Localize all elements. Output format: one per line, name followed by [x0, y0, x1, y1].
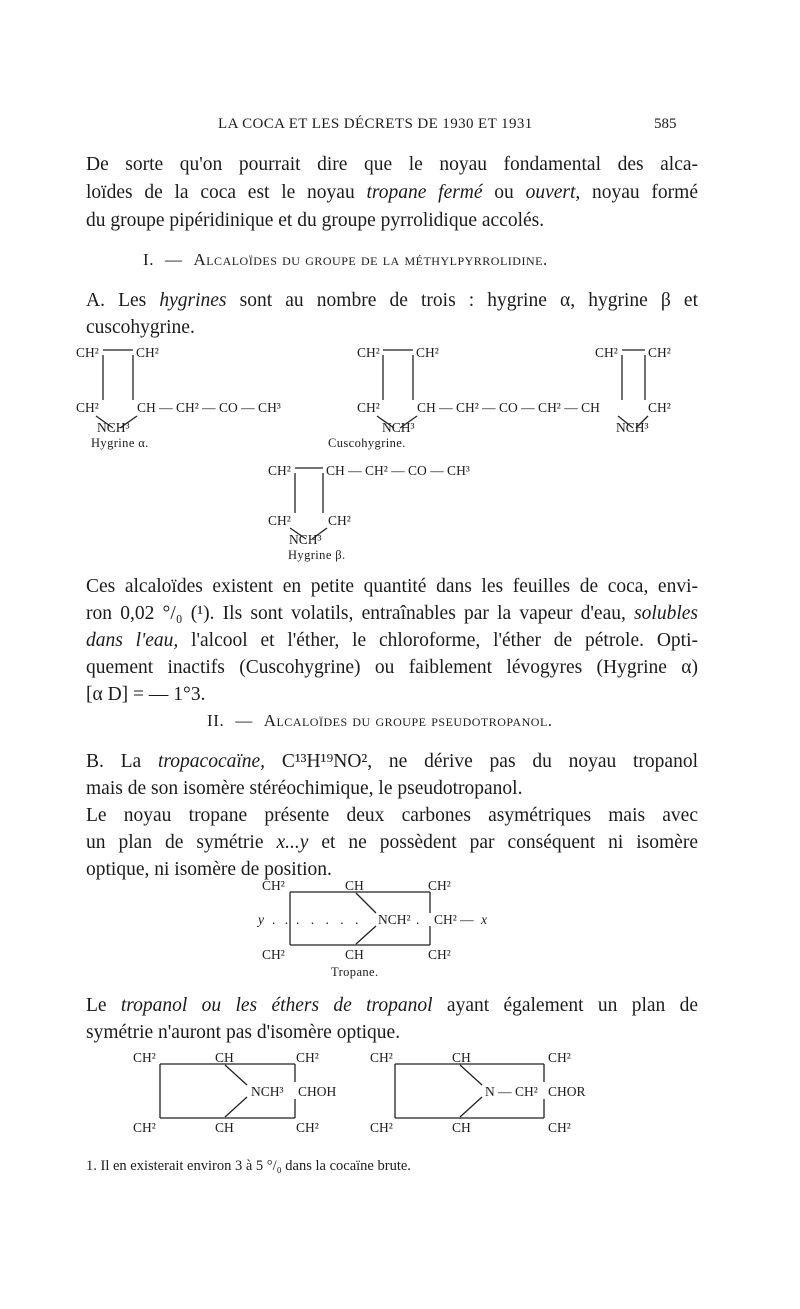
- section-2-heading: [207, 711, 553, 731]
- tropanol-tl: CH²: [133, 1050, 156, 1065]
- tropane-dots-mid: . . . . .: [296, 912, 363, 927]
- hygrines-line-1: [86, 287, 698, 315]
- intro-term-ouvert: ouvert,: [525, 182, 581, 203]
- para2-line-5: [86, 681, 205, 709]
- tropane-bc: CH: [345, 947, 364, 962]
- tropane-dot-right: .: [416, 912, 420, 927]
- tropanol-tc: CH: [215, 1050, 234, 1065]
- hygrine-alpha-br: CH — CH² — CO — CH³: [137, 400, 281, 415]
- section-2-title: Alcaloïdes du groupe pseudotropanol.: [263, 711, 553, 730]
- tropane-caption: Tropane.: [331, 965, 379, 979]
- hygrines-term: hygrines: [159, 290, 227, 311]
- para2-text-3b: l'alcool et l'éther, le chloroforme, l'éther de pétrole. Opti-: [178, 630, 698, 651]
- para2-text-2a: ron 0,02 °/₀ (¹). Ils sont volatils, entraînables par la vapeur d'eau,: [86, 603, 635, 624]
- tropanol-ether-bl: CH²: [370, 1120, 393, 1135]
- para2-line-3: [86, 627, 698, 655]
- tropane-x: x: [481, 912, 487, 927]
- tropanol-n: NCH³: [251, 1084, 284, 1099]
- para3-text-4a: un plan de symétrie: [86, 832, 277, 853]
- tropane-tl: CH²: [262, 878, 285, 893]
- para4-line-1: [86, 992, 698, 1020]
- para2-term-dans-leau: dans l'eau,: [86, 630, 179, 651]
- cusco-bl: CH²: [357, 400, 380, 415]
- para2-term-solubles: solubles: [634, 603, 698, 624]
- tropanol-ether-n: N — CH²: [485, 1084, 538, 1099]
- para3-line-1: [86, 748, 698, 776]
- para3-line-4: [86, 829, 698, 857]
- intro-term-ferme: tropane fermé: [366, 182, 483, 203]
- para2-text-5: [α D] = — 1°3.: [86, 684, 206, 705]
- tropanol-r: CHOH: [298, 1084, 337, 1099]
- intro-text-3: du groupe pipéridinique et du groupe pyrrolidique accolés.: [86, 210, 545, 231]
- para3-text-5: optique, ni isomère de position.: [86, 859, 332, 880]
- hygrine-beta-tr: CH — CH² — CO — CH³: [326, 463, 470, 478]
- intro-text-2a: loïdes de la coca est le noyau: [86, 182, 367, 203]
- para3-line-5: [86, 856, 332, 884]
- section-2-number: II.: [207, 711, 225, 730]
- tropane-dots-left: . .: [272, 912, 292, 927]
- section-1-heading: [143, 250, 548, 270]
- hygrine-alpha-n: NCH³: [97, 420, 130, 435]
- hygrine-alpha-tr: CH²: [136, 345, 159, 360]
- tropane-y: y: [258, 912, 264, 927]
- cusco-tr: CH²: [416, 345, 439, 360]
- intro-text-2e: noyau formé: [580, 182, 698, 203]
- hygrines-text-2: cuscohygrine.: [86, 317, 195, 338]
- para3-term-tropacocaine: tropacocaïne,: [158, 751, 266, 772]
- tropane-bl: CH²: [262, 947, 285, 962]
- page-number: 585: [654, 116, 677, 132]
- intro-line-3: [86, 207, 544, 235]
- cusco-mid: CH — CH² — CO — CH² — CH: [417, 400, 600, 415]
- tropanol-ether-bc: CH: [452, 1120, 471, 1135]
- tropanol-ether-tc: CH: [452, 1050, 471, 1065]
- tropane-rch: CH² —: [434, 912, 474, 927]
- cusco-r-n: NCH³: [616, 420, 649, 435]
- para4-text-2: symétrie n'auront pas d'isomère optique.: [86, 1022, 401, 1043]
- tropane-n: NCH²: [378, 912, 411, 927]
- page-header: [0, 116, 800, 140]
- cusco-r-tl: CH²: [595, 345, 618, 360]
- hygrine-beta-caption: Hygrine β.: [288, 548, 346, 562]
- para2-text-1: Ces alcaloïdes existent en petite quantité dans les feuilles de coca, envi-: [86, 576, 698, 597]
- para2-line-1: [86, 573, 698, 601]
- para3-text-2: mais de son isomère stéréochimique, le pseudotropanol.: [86, 778, 523, 799]
- tropane-tc: CH: [345, 878, 364, 893]
- section-1-number: I.: [143, 250, 155, 269]
- para3-text-1a: B. La: [86, 751, 158, 772]
- hygrine-alpha-tl: CH²: [76, 345, 99, 360]
- para3-term-xy: x...y: [276, 832, 309, 853]
- footnote: 1. Il en existerait environ 3 à 5 °/₀ dans la cocaïne brute.: [86, 1158, 411, 1174]
- hygrine-alpha-bl: CH²: [76, 400, 99, 415]
- para4-line-2: [86, 1019, 400, 1047]
- tropanol-br: CH²: [296, 1120, 319, 1135]
- tropanol-bc: CH: [215, 1120, 234, 1135]
- tropanol-bl: CH²: [133, 1120, 156, 1135]
- cusco-tl: CH²: [357, 345, 380, 360]
- para2-text-4: quement inactifs (Cuscohygrine) ou faiblement lévogyres (Hygrine α): [86, 657, 698, 678]
- para4-text-1c: ayant également un plan de: [432, 995, 698, 1016]
- tropanol-tr: CH²: [296, 1050, 319, 1065]
- cusco-r-tr: CH²: [648, 345, 671, 360]
- tropanol-ether-tr: CH²: [548, 1050, 571, 1065]
- cusco-n: NCH³: [382, 420, 415, 435]
- cusco-r-br: CH²: [648, 400, 671, 415]
- para3-line-2: [86, 775, 522, 803]
- section-2-dash: —: [235, 711, 253, 730]
- para3-line-3: [86, 802, 698, 830]
- intro-line-2: [86, 179, 698, 207]
- tropanol-ether-tl: CH²: [370, 1050, 393, 1065]
- intro-text-1: De sorte qu'on pourrait dire que le noyau fondamental des alca-: [86, 154, 698, 175]
- tropane-br: CH²: [428, 947, 451, 962]
- tropane-tr: CH²: [428, 878, 451, 893]
- section-1-title: Alcaloïdes du groupe de la méthylpyrrolidine.: [193, 250, 548, 269]
- running-title: LA COCA ET LES DÉCRETS DE 1930 ET 1931: [218, 116, 533, 132]
- hygrine-alpha-caption: Hygrine α.: [91, 436, 149, 450]
- para4-term-tropanol: tropanol ou les éthers de tropanol: [120, 995, 433, 1016]
- tropanol-ether-br: CH²: [548, 1120, 571, 1135]
- hygrines-text-1c: sont au nombre de trois : hygrine α, hygrine β et: [226, 290, 698, 311]
- para3-text-1c: C¹³H¹⁹NO², ne dérive pas du noyau tropanol: [265, 751, 699, 772]
- hygrine-beta-br: CH²: [328, 513, 351, 528]
- section-1-dash: —: [164, 250, 183, 269]
- para3-text-3: Le noyau tropane présente deux carbones asymétriques mais avec: [86, 805, 698, 826]
- intro-line-1: [86, 151, 698, 179]
- hygrine-beta-bl: CH²: [268, 513, 291, 528]
- intro-text-2c: ou: [482, 182, 526, 203]
- hygrine-beta-tl: CH²: [268, 463, 291, 478]
- cusco-caption: Cuscohygrine.: [328, 436, 406, 450]
- para3-text-4c: et ne possèdent par conséquent ni isomère: [308, 832, 698, 853]
- para4-text-1a: Le: [86, 995, 121, 1016]
- para2-line-4: [86, 654, 698, 682]
- hygrines-text-1a: A. Les: [86, 290, 160, 311]
- tropanol-ether-r: CHOR: [548, 1084, 586, 1099]
- para2-line-2: [86, 600, 698, 628]
- hygrines-line-2: [86, 314, 195, 342]
- hygrine-beta-n: NCH³: [289, 532, 322, 547]
